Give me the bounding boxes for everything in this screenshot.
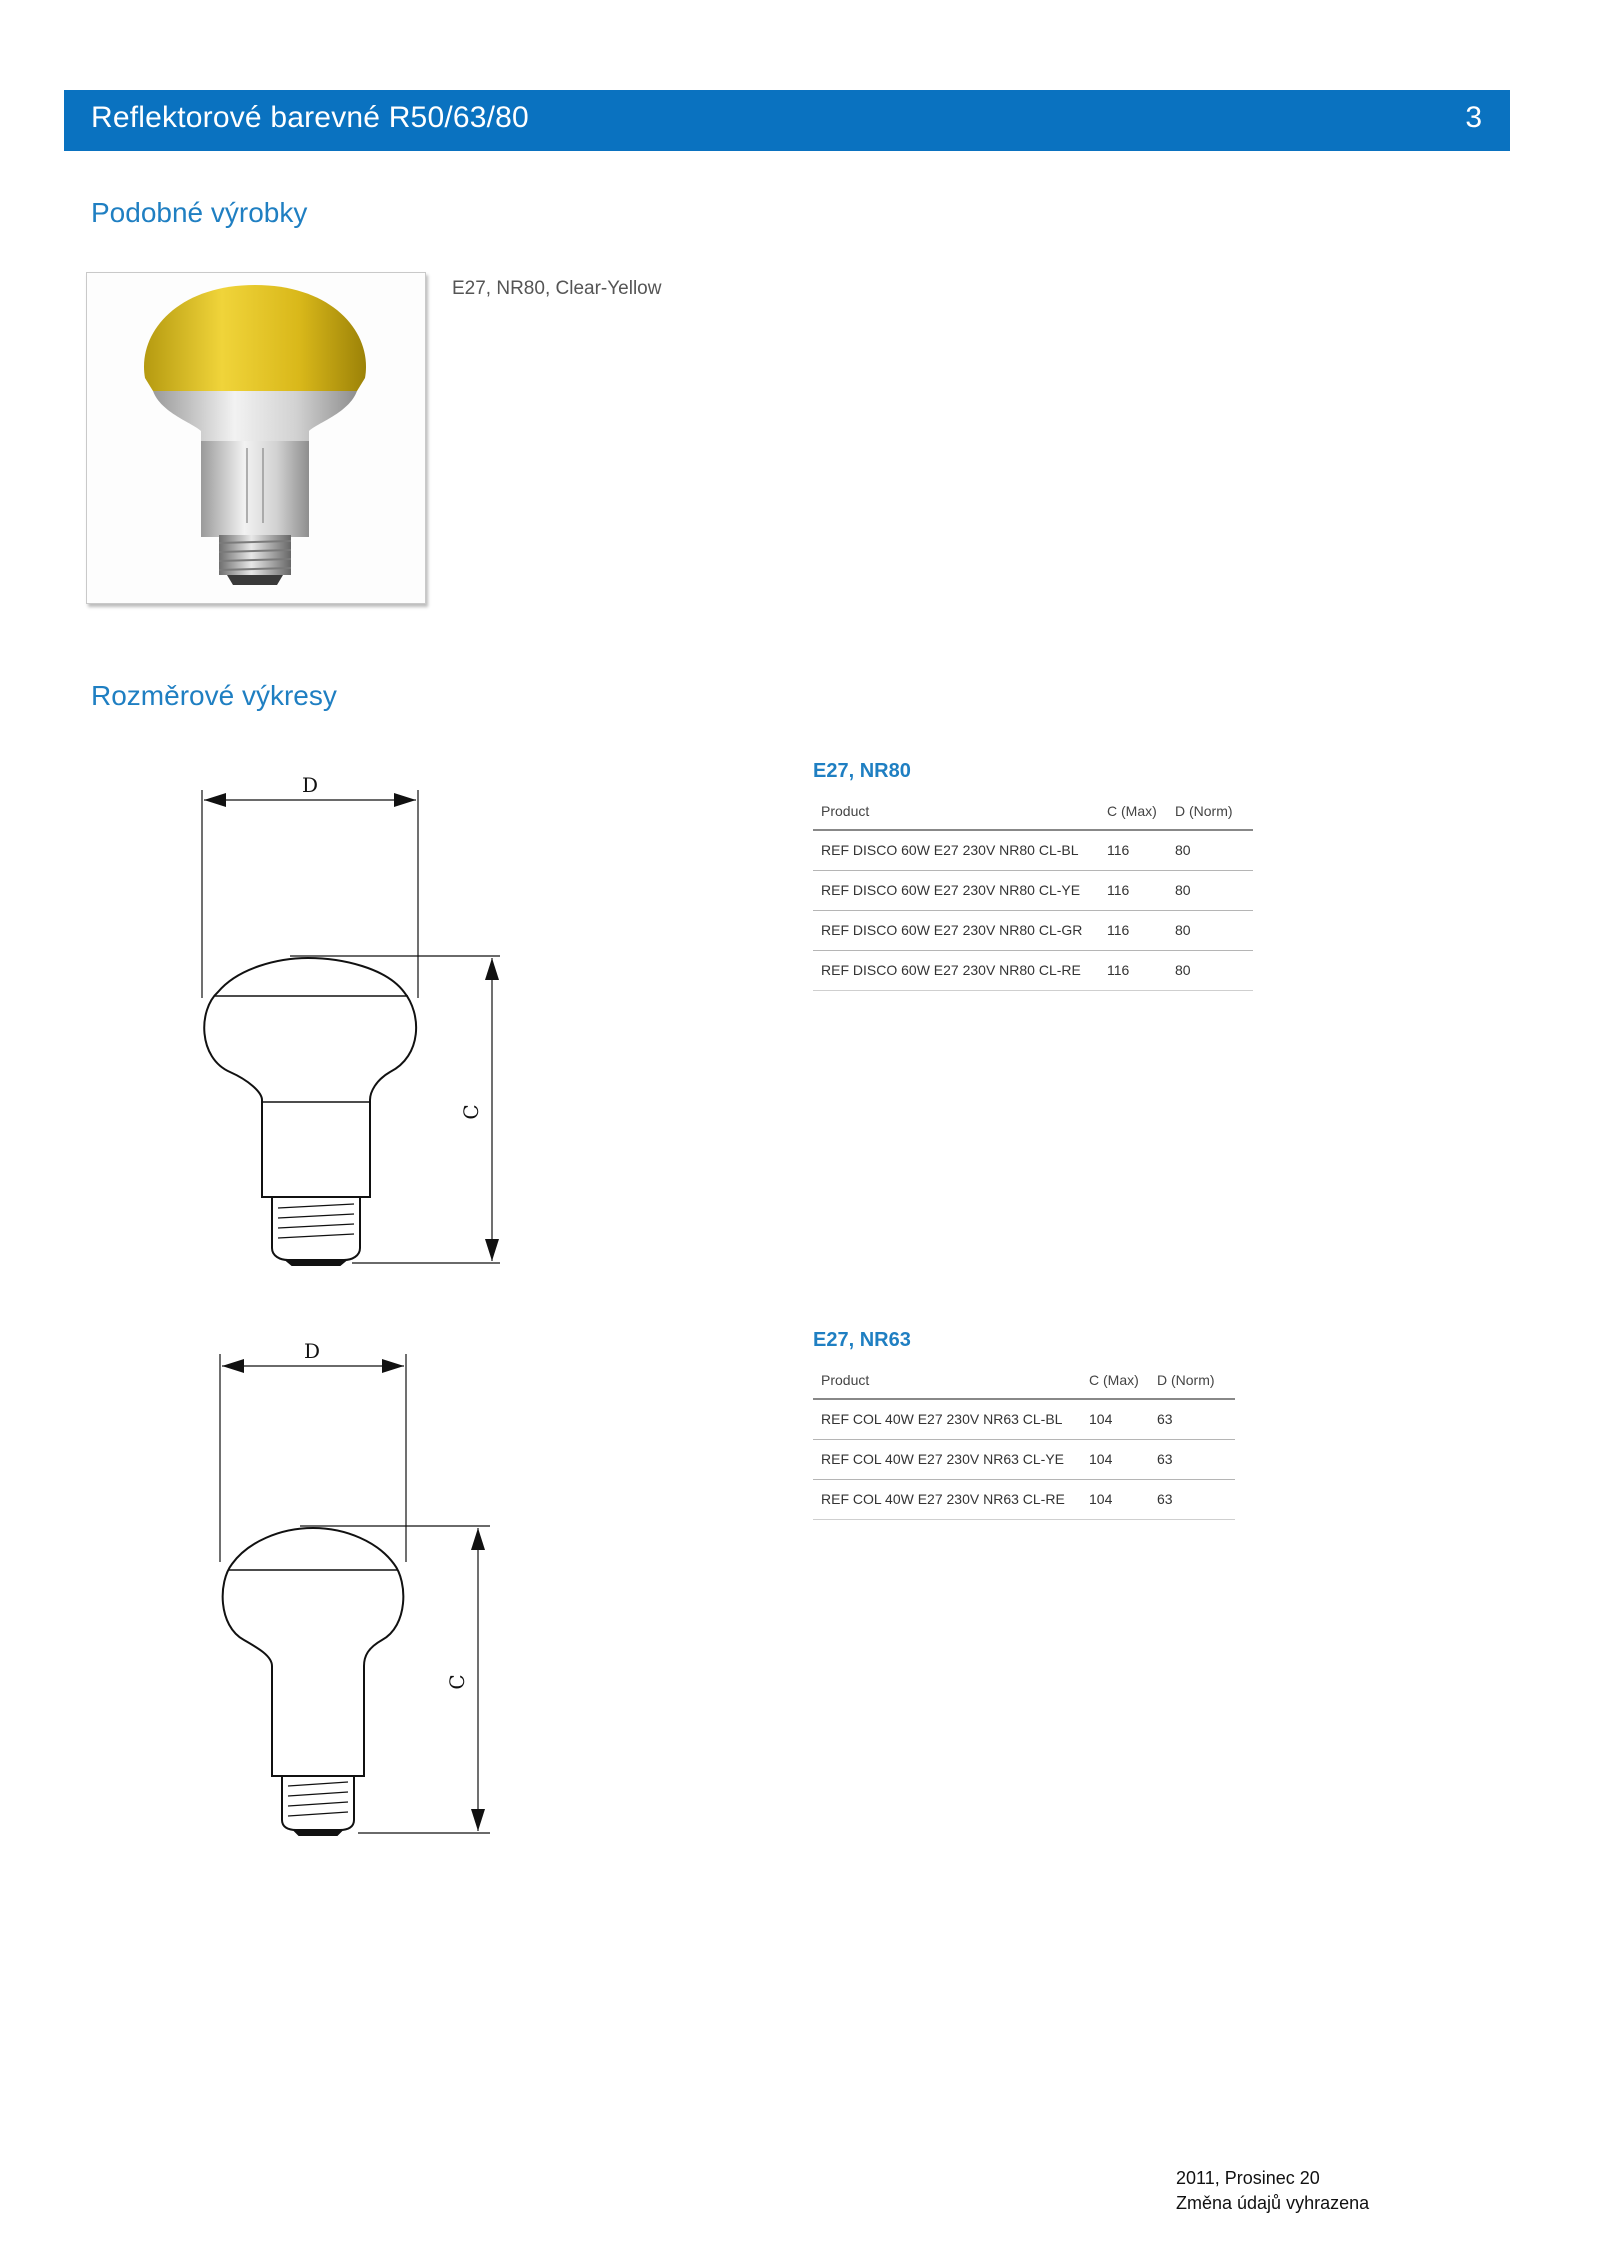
column-header-d-norm: D (Norm) [1167, 795, 1253, 830]
similar-products-heading: Podobné výrobky [91, 197, 308, 228]
cell-product: REF DISCO 60W E27 230V NR80 CL-BL [813, 830, 1099, 871]
dimension-d-label: D [303, 1339, 321, 1363]
dimension-drawings-heading: Rozměrové výkresy [91, 680, 337, 711]
page-number: 3 [1465, 101, 1482, 134]
table-row [813, 911, 1253, 951]
footer-date: 2011, Prosinec 20 [1176, 2168, 1320, 2188]
cell-c-max: 104 [1081, 1480, 1149, 1520]
cell-c-max: 116 [1099, 911, 1167, 951]
product-caption: E27, NR80, Clear-Yellow [452, 278, 662, 299]
nr63-table-block [813, 1329, 1235, 1520]
cell-d-norm: 80 [1167, 871, 1253, 911]
table-header-row [813, 795, 1253, 830]
column-header-d-norm: D (Norm) [1149, 1364, 1235, 1399]
cell-d-norm: 80 [1167, 951, 1253, 991]
cell-c-max: 116 [1099, 951, 1167, 991]
spec-table [813, 1364, 1235, 1520]
nr80-drawing [190, 760, 520, 1280]
table-row [813, 830, 1253, 871]
cell-c-max: 104 [1081, 1440, 1149, 1480]
cell-d-norm: 80 [1167, 830, 1253, 871]
table-row [813, 871, 1253, 911]
cell-c-max: 116 [1099, 830, 1167, 871]
cell-product: REF DISCO 60W E27 230V NR80 CL-GR [813, 911, 1099, 951]
column-header-product: Product [813, 795, 1099, 830]
cell-d-norm: 80 [1167, 911, 1253, 951]
dimension-d-label: D [301, 773, 319, 797]
cell-d-norm: 63 [1149, 1480, 1235, 1520]
footer-disclaimer: Změna údajů vyhrazena [1176, 2193, 1370, 2213]
page-title: Reflektorové barevné R50/63/80 [91, 101, 529, 134]
column-header-c-max: C (Max) [1081, 1364, 1149, 1399]
table-row [813, 1440, 1235, 1480]
cell-d-norm: 63 [1149, 1399, 1235, 1440]
cell-product: REF COL 40W E27 230V NR63 CL-RE [813, 1480, 1081, 1520]
cell-d-norm: 63 [1149, 1440, 1235, 1480]
footer [1176, 2166, 1369, 2216]
table-title: E27, NR80 [813, 760, 911, 782]
column-header-c-max: C (Max) [1099, 795, 1167, 830]
cell-product: REF DISCO 60W E27 230V NR80 CL-YE [813, 871, 1099, 911]
column-header-product: Product [813, 1364, 1081, 1399]
dimension-c-label: C [459, 1104, 483, 1120]
table-row [813, 1399, 1235, 1440]
spec-table [813, 795, 1253, 991]
product-photo [86, 272, 426, 604]
table-header-row [813, 1364, 1235, 1399]
nr80-table-block [813, 760, 1253, 991]
table-row [813, 1480, 1235, 1520]
nr63-drawing [200, 1330, 520, 1850]
cell-product: REF COL 40W E27 230V NR63 CL-BL [813, 1399, 1081, 1440]
table-row [813, 951, 1253, 991]
cell-c-max: 104 [1081, 1399, 1149, 1440]
cell-product: REF COL 40W E27 230V NR63 CL-YE [813, 1440, 1081, 1480]
cell-c-max: 116 [1099, 871, 1167, 911]
dimension-c-label: C [445, 1674, 469, 1690]
header-bar [64, 90, 1510, 151]
table-title: E27, NR63 [813, 1329, 911, 1351]
cell-product: REF DISCO 60W E27 230V NR80 CL-RE [813, 951, 1099, 991]
bulb-photo-icon [87, 273, 425, 603]
